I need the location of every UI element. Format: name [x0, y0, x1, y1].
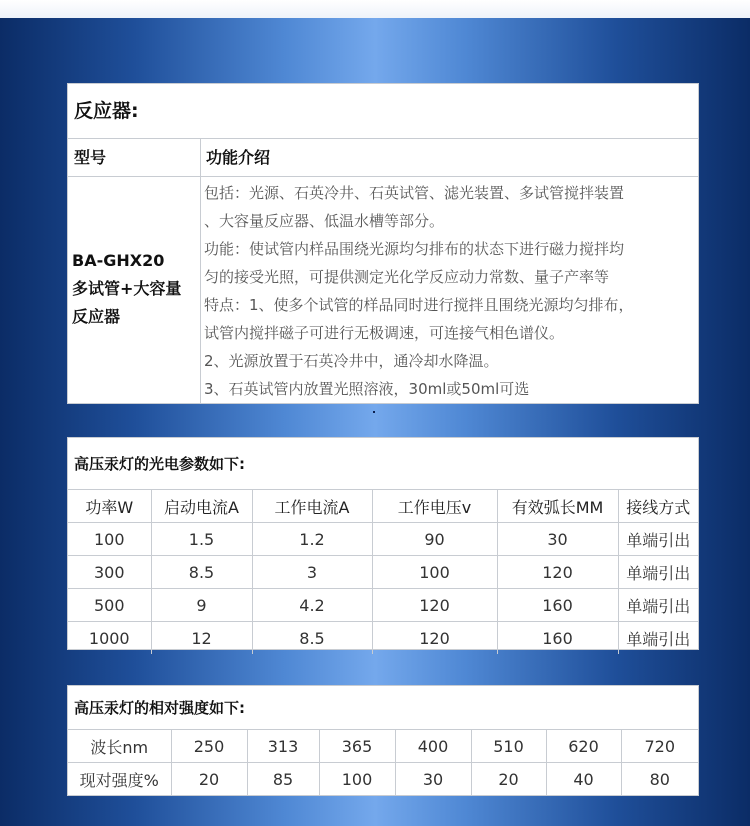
desc-line: 3、石英试管内放置光照溶液，30ml或50ml可选	[204, 380, 530, 398]
table-cell: 300	[68, 556, 151, 589]
desc-line: 试管内搅拌磁子可进行无极调速，可连接气相色谱仪。	[204, 324, 565, 342]
header-cell: 功率W	[68, 490, 151, 523]
table-cell: 400	[395, 730, 471, 763]
lamp-intensity-title: 高压汞灯的相对强度如下:	[68, 686, 698, 730]
model-line: 多试管+大容量	[72, 279, 182, 298]
table-cell: 500	[68, 589, 151, 622]
header-cell: 接线方式	[618, 490, 698, 523]
lamp-params-table	[68, 490, 698, 654]
table-cell: 单端引出	[618, 556, 698, 589]
model-line: 反应器	[72, 307, 121, 326]
lamp-intensity-table	[68, 730, 698, 795]
table-cell: 510	[471, 730, 546, 763]
table-cell: 3	[252, 556, 372, 589]
table-cell: 现对强度%	[68, 763, 171, 796]
table-cell: 120	[497, 556, 618, 589]
reactor-header-row	[68, 139, 698, 177]
function-description	[204, 179, 694, 403]
header-cell: 启动电流A	[151, 490, 252, 523]
table-cell: 20	[471, 763, 546, 796]
model-line: BA-GHX20	[72, 251, 165, 270]
table-cell: 100	[372, 556, 497, 589]
table-cell: 9	[151, 589, 252, 622]
table-cell: 250	[171, 730, 247, 763]
lamp-params-title: 高压汞灯的光电参数如下:	[68, 438, 698, 490]
table-cell: 80	[621, 763, 698, 796]
table-cell: 20	[171, 763, 247, 796]
table-row	[68, 730, 698, 763]
table-cell: 100	[319, 763, 395, 796]
model-name	[72, 247, 198, 331]
table-cell: 1.2	[252, 523, 372, 556]
table-cell: 90	[372, 523, 497, 556]
header-function: 功能介绍	[206, 148, 271, 167]
table-cell: 1.5	[151, 523, 252, 556]
table-cell: 40	[546, 763, 621, 796]
table-cell: 365	[319, 730, 395, 763]
table-cell: 8.5	[151, 556, 252, 589]
lamp-params-panel	[67, 437, 699, 650]
reactor-panel	[67, 83, 699, 404]
table-row	[68, 556, 698, 589]
table-cell: 30	[395, 763, 471, 796]
desc-line: 特点：1、使多个试管的样品同时进行搅拌且围绕光源均匀排布，	[204, 296, 634, 314]
column-divider	[200, 139, 201, 403]
top-band	[0, 0, 750, 18]
table-cell: 单端引出	[618, 523, 698, 556]
desc-line: 2、光源放置于石英冷井中，通冷却水降温。	[204, 352, 499, 370]
table-cell: 4.2	[252, 589, 372, 622]
table-cell: 160	[497, 622, 618, 655]
desc-line: 包括：光源、石英冷井、石英试管、滤光装置、多试管搅拌装置	[204, 184, 625, 202]
reactor-title: 反应器:	[68, 84, 698, 139]
header-cell: 有效弧长MM	[497, 490, 618, 523]
table-cell: 160	[497, 589, 618, 622]
table-cell: 8.5	[252, 622, 372, 655]
header-cell: 工作电流A	[252, 490, 372, 523]
table-cell: 313	[247, 730, 319, 763]
table-cell: 波长nm	[68, 730, 171, 763]
desc-line: 匀的接受光照，可提供测定光化学反应动力常数、量子产率等	[204, 268, 610, 286]
header-model: 型号	[74, 148, 107, 167]
table-cell: 720	[621, 730, 698, 763]
table-cell: 单端引出	[618, 622, 698, 655]
table-cell: 120	[372, 589, 497, 622]
table-cell: 30	[497, 523, 618, 556]
table-cell: 120	[372, 622, 497, 655]
table-row	[68, 523, 698, 556]
table-row	[68, 589, 698, 622]
table-row	[68, 622, 698, 655]
table-cell: 12	[151, 622, 252, 655]
table-cell: 85	[247, 763, 319, 796]
table-header-row	[68, 490, 698, 523]
desc-line: 、大容量反应器、低温水槽等部分。	[204, 212, 445, 230]
desc-line: 功能：使试管内样品围绕光源均匀排布的状态下进行磁力搅拌均	[204, 240, 625, 258]
lamp-intensity-panel	[67, 685, 699, 796]
header-cell: 工作电压v	[372, 490, 497, 523]
table-cell: 1000	[68, 622, 151, 655]
table-cell: 620	[546, 730, 621, 763]
decorative-dot	[373, 411, 375, 413]
table-row	[68, 763, 698, 796]
table-cell: 单端引出	[618, 589, 698, 622]
table-cell: 100	[68, 523, 151, 556]
